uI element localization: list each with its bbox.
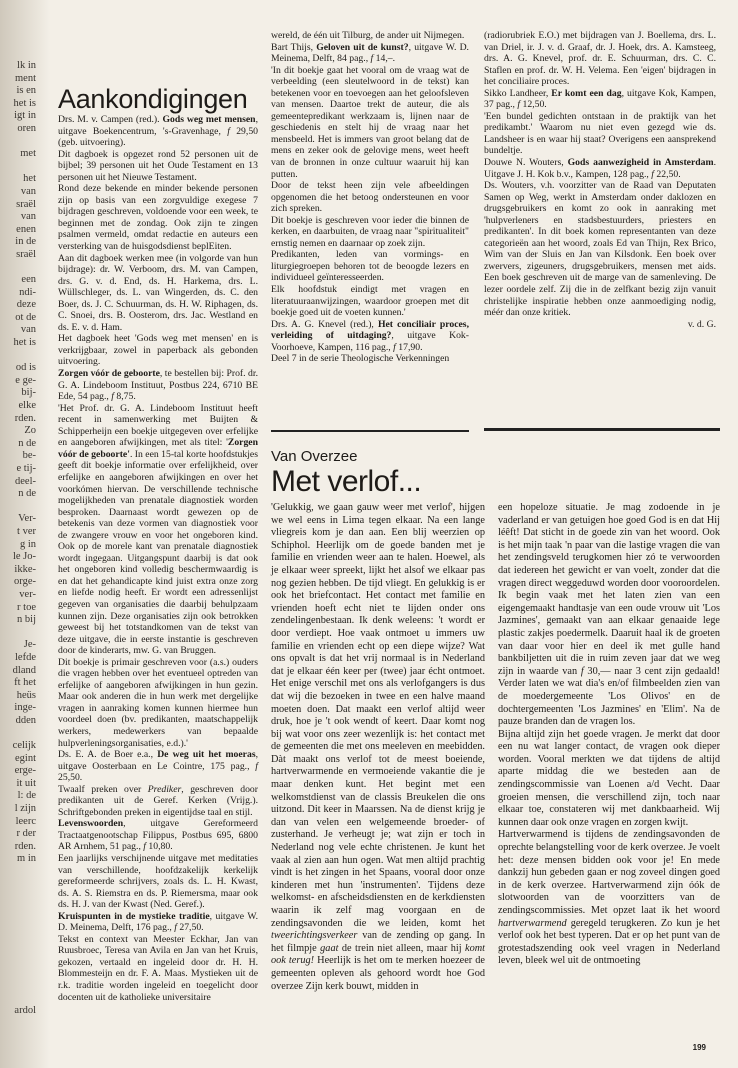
previous-page-fragment: ndi- [19, 286, 36, 298]
announcement-paragraph: Dit boekje is geschreven voor ieder die binnen de kerken, en daarbuiten, de vraag naar "spiritualiteit" ernstig nemen en daarnaar op zoek zijn. [271, 214, 469, 249]
announcement-paragraph: 'In dit boekje gaat het vooral om de vraag wat de verbeelding (een sleutelwoord in de tekst) kan betekenen voor en toevoegen aan het geloofsleven van mensen. Daartoe trekt de auteur, die als gemeentepredikant werkzaam is, lijnen naar de geschiedenis en stelt hij de vraag naar het mensbeeld. Het is immers van groot belang dat de mens en zeker ook de gelovige mens, weet heeft van de bronnen in onze cultuur waaruit hij kan putten. [271, 64, 469, 180]
previous-page-fragment: e ge- [15, 374, 36, 386]
article-header [271, 448, 691, 498]
previous-page-fragment: sraël [16, 198, 36, 210]
previous-page-fragment [0, 501, 36, 514]
page-title: Aankondigingen [58, 84, 248, 114]
announcement-paragraph: Rond deze bekende en minder bekende personen zijn op basis van een zorgvuldige exegese 7 bijdragen geschreven, voldoende voor een week, te beginnen met de zondag. Ook zijn te zingen psalmen vermeld, omdat redactie en auteurs een versterking van de huisgodsdienst beplEiten. [58, 183, 258, 253]
announcement-paragraph: Een jaarlijks verschijnende uitgave met meditaties van verschillende, hoofdzakelijk kerkelijk gereformeerde schrijvers, zoals ds. L. H. Kwast, ds. A. S. Riemstra en ds. P. Riemersma, maar ook ds. H. J. van der Kwast (Ned. Geref.). [58, 853, 258, 911]
previous-page-fragment: g in [19, 538, 36, 550]
previous-page-fragment [0, 627, 36, 640]
previous-page-fragment: l: de [17, 790, 36, 802]
announcement-paragraph: Het dagboek heet 'Gods weg met mensen' en is verkrijgbaar, zowel in paperback als gebonden uitvoering. [58, 333, 258, 368]
previous-page-fragment: ft het [14, 677, 36, 689]
article-kicker: Van Overzee [271, 448, 358, 465]
previous-page-fragment [0, 879, 36, 892]
previous-page-edge [0, 60, 36, 1017]
previous-page-fragment: sraël [16, 248, 36, 260]
announcement-paragraph: wereld, de één uit Tilburg, de ander uit Nijmegen. [271, 30, 465, 41]
previous-page-fragment: it uit [16, 777, 36, 789]
announcement-paragraph: Ds. Wouters, v.h. voorzitter van de Raad van Deputaten Samen op Weg, werkt in Amsterdam onder daklozen en drugsgebruikers en komt zo ook in aanraking met 'hulpverleners en stadsbestuurders, priesters en predikanten'. In dit boek komen representanten van deze categorieën aan het woord, zoals Ed van Thijn, Rex Brico, Wim van der Sluis en Jan van Kilsdonk. Een boek over zwervers, zigeuners, drugsgebruikers, mensen met aids. Een boek geschreven uit de marge van de samenleving. De lezer oordele zelf. Zij die in de zelfkant bezig zijn vanuit christelijke inspiratie hebben onze aanmoediging nodig, méér dan onze kritiek. [484, 180, 716, 319]
previous-page-fragment [0, 161, 36, 174]
previous-page-fragment: celijk [12, 740, 36, 752]
previous-page-fragment: deel- [15, 475, 36, 487]
previous-page-fragment: inge- [14, 702, 36, 714]
previous-page-fragment: n de [18, 488, 36, 500]
previous-page-fragment [0, 262, 36, 275]
announcement-paragraph: Twaalf preken over Prediker, geschreven door predikanten uit de Geref. Kerken (Vrijg.). Schriftgebonden preken in eigentijdse taal en stijl. [58, 783, 258, 818]
previous-page-fragment: van [20, 211, 36, 223]
page-number: 199 [692, 1043, 706, 1052]
previous-page-fragment: m in [17, 853, 36, 865]
announcements-column-2 [271, 30, 469, 365]
previous-page-fragment: leerc [15, 815, 36, 827]
previous-page-fragment [0, 904, 36, 917]
previous-page-fragment [0, 916, 36, 929]
previous-page-fragment: dland [12, 664, 36, 676]
previous-page-fragment: met [20, 148, 36, 160]
article-paragraph: een hopeloze situatie. Je mag zodoende in je vaderland er van getuigen hoe goed God is en dat Hij léêft! Dat sticht in de goede zin van het woord. Ook is het mijn taak 'n paar van die lastige vragen die van het zendingsveld terugkomen hier zó te verwoorden dat iedereen het gewicht er van voelt, zonder dat die vragen direct weggeduwd worden door vooroordelen. Ik begin vaak met het laten zien van een eigengemaakt handtasje van een oude vrouw uit 'Los Jazmines', gemaakt van aan elkaar genaaide lege plastic zakjes poedermelk. Daaruit haal ik de groeten van daar voor hier en deel ik met gulle hand bankbiljetten uit die in ruim zeven jaar dat we weg zijn in waarde van f 30,— naar 3 cent zijn gedaald! Verder laten we wat dia's en/of filmbeelden zien van de moedergemeente 'Los Olivos' en de dochtergemeenten 'Los Jazmines' en 'Elim'. Na de pauze branden dan de vragen los. [498, 502, 721, 728]
previous-page-fragment: van [20, 324, 36, 336]
announcements-col2-body [271, 30, 469, 365]
announcement-paragraph: Elk hoofdstuk eindigt met vragen en literatuuraanwijzingen, waardoor groepen met dit boekje goed uit de voeten kunnen.' [271, 284, 469, 319]
announcements-column-1 [58, 84, 258, 1003]
previous-page-fragment: ikke- [14, 563, 36, 575]
previous-page-fragment [0, 727, 36, 740]
previous-page-fragment: ver- [19, 588, 36, 600]
previous-page-fragment: n de [18, 437, 36, 449]
previous-page-fragment: oren [17, 122, 36, 134]
previous-page-fragment: egint [15, 752, 36, 764]
previous-page-fragment: n bij [17, 614, 36, 626]
previous-page-fragment: in de [15, 236, 36, 248]
previous-page-fragment: rden. [14, 412, 36, 424]
announcement-paragraph: Drs. M. v. Campen (red.). Gods weg met mensen, uitgave Boekencentrum, 's-Gravenhage, f 29,50 (geb. uitvoering). [58, 114, 259, 149]
previous-page-fragment [0, 992, 36, 1005]
announcements-signature: v. d. G. [687, 318, 716, 330]
previous-page-fragment: igt in [14, 110, 36, 122]
announcement-paragraph: Bart Thijs, Geloven uit de kunst?, uitgave W. D. Meinema, Delft, 84 pag., f 14,–. [271, 41, 469, 65]
previous-page-fragment: Zo [24, 425, 36, 437]
previous-page-fragment [0, 929, 36, 942]
previous-page-fragment: od is [15, 362, 36, 374]
announcement-paragraph: Ds. E. A. de Boer e.a., De weg uit het moeras, uitgave Oosterbaan en Le Cointre, 175 pag., f 25,50. [58, 749, 259, 784]
announcements-column-3 [484, 30, 716, 330]
announcement-paragraph: Aan dit dagboek werken mee (in volgorde van hun bijdrage): dr. W. Verboom, drs. M. van Campen, drs. G. v. d. End, ds. H. Harkema, drs. L. Wüllschleger, ds. L. van Wingerden, ds. C. den Boer, ds. J. C. Schuurman, ds. H. W. Riphagen, ds. C. Snoei, drs. B. Oosterom, drs. Jac. Westland en ds. E. v. d. Ham. [58, 252, 258, 333]
announcement-paragraph: Zorgen vóór de geboorte, te bestellen bij: Prof. dr. G. A. Lindeboom Instituut, Postbus 224, 6710 BE Ede, 54 pag., f 8,75. [58, 368, 258, 403]
previous-page-fragment: l zijn [14, 803, 36, 815]
magazine-page [52, 30, 724, 1050]
announcements-col3-body [484, 30, 716, 319]
announcement-paragraph: Tekst en context van Meester Eckhar, Jan van Ruusbroec, Teresa van Avila en Jan van het Kruis, gekozen, vertaald en ingeleid door dr. H. H. Blommesteijn en dr. F. A. Maas. Mystieken uit de r.k. traditie worden ingeleid en toegelicht door docenten uit de katholieke universitaire [58, 933, 258, 1003]
previous-page-fragment: van [20, 185, 36, 197]
previous-page-fragment: lefde [15, 651, 36, 663]
previous-page-fragment: r der [16, 828, 36, 840]
previous-page-fragment [0, 136, 36, 149]
previous-page-fragment [0, 891, 36, 904]
previous-page-fragment [0, 942, 36, 955]
previous-page-fragment: een [21, 274, 36, 286]
announcement-paragraph: Door de tekst heen zijn vele afbeeldingen opgenomen die het betoog ondersteunen en voor zich spreken. [271, 180, 469, 215]
previous-page-fragment [0, 967, 36, 980]
previous-page-fragment [0, 866, 36, 879]
section-divider-mid [271, 430, 469, 432]
previous-page-fragment: ment [15, 72, 36, 84]
article-title: Met verlof... [271, 465, 422, 498]
article-column-left [271, 502, 485, 993]
announcement-paragraph: Levenswoorden, uitgave Gereformeerd Tractaatgenootschap Filippus, Postbus 695, 6800 AR Arnhem, 51 pag., f 10,80. [58, 818, 258, 853]
previous-page-fragment: ot de [15, 311, 36, 323]
previous-page-fragment: r toe [17, 601, 36, 613]
previous-page-fragment: dden [15, 714, 36, 726]
previous-page-fragment: elke [18, 400, 36, 412]
announcements-col1-body [58, 114, 258, 1003]
previous-page-fragment: le Jo- [12, 551, 36, 563]
previous-page-fragment [0, 350, 36, 363]
previous-page-fragment: Je- [23, 639, 36, 651]
previous-page-fragment [0, 954, 36, 967]
announcement-paragraph: Sikko Landheer, Er komt een dag, uitgave Kok, Kampen, 37 pag., f 12,50. [484, 87, 716, 111]
previous-page-fragment: het [23, 173, 36, 185]
announcement-paragraph: Dit boekje is primair geschreven voor (a.s.) ouders die vragen hebben over het eventueel optreden van erfelijke of aangeboren afwijkingen in hun gezin. Maar ook anderen die in hun werk met dergelijke vragen in aanraking komen kunnen hiermee hun voordeel doen (bv. predikanten, maatschappelijk werkers, medewerkers van bepaalde hulpverleningsorganisaties, e.d.).' [58, 656, 258, 749]
previous-page-fragment: t ver [17, 525, 36, 537]
previous-page-fragment [0, 979, 36, 992]
announcement-paragraph: 'Het Prof. dr. G. A. Lindeboom Instituut heeft recent in samenwerking met Buijten & Schipperheijn een boekje uitgegeven over erfelijke en aangeboren afwijkingen, met als titel: 'Zorgen vóór de geboorte'. In een 15-tal korte hoofdstukjes geeft dit boekje informatie over erfelijkheid, over erfelijke en aangeboren afwijkingen en over het voorkómen hiervan. De verschillende technische mogelijkheden van prenatale diagnostiek worden besproken. Daarnaast wordt gewezen op de betekenis van deze vormen van diagnostiek voor de zwangere vrouw en voor het ongeboren kind. Ook op de morele kant van prenatale diagnostiek wordt ingegaan. Uitgangspunt daarbij is dat ook het ongeboren kind volledig beschermwaardig is en dat het gehandicapte kind juist extra onze zorg en liefde nodig heeft. Er wordt een adressenlijst gegeven van organisaties die daarbij behulpzaam kunnen zijn. Deze organisaties zijn ook betrokken geweest bij het totstandkomen van de tekst van deze uitgave, die in eerste instantie is geschreven door de kinderarts, mw. G. van Bruggen. [58, 402, 258, 657]
previous-page-fragment: rden. [14, 840, 36, 852]
announcement-paragraph: 'Een bundel gedichten ontstaan in de praktijk van het predikambt.' Waarom nu niet even gezegd wie ds. Landsheer is en waar hij staat? Overigens een aansprekend bundeltje. [484, 110, 716, 157]
previous-page-fragment: Ver- [18, 513, 36, 525]
previous-page-fragment: enen [16, 223, 36, 235]
article-paragraph: Hartverwarmend is tijdens de zendingsavonden de oprechte belangstelling voor de kerk overzee. Je voelt het: deze mensen bidden ook voor je! En mede dankzij hun gebeden gaan er nog zoveel dingen goed in de kerk overzee. Hartverwarmend zijn óók de slotwoorden van de voorzitters van de zendingscommissies. Met opzet laat ik het woord hartverwarmend geregeld terugkeren. Zo kun je het verlof ook het best typeren. Dat er op het punt van de grotestadszending ook veel vragen in Nederland leven, bleek wel uit de ontmoeting [498, 829, 720, 967]
previous-page-fragment: be- [22, 450, 36, 462]
previous-page-fragment: heüs [16, 689, 36, 701]
previous-page-fragment: bij- [21, 387, 36, 399]
article-column-right [498, 502, 720, 968]
previous-page-fragment: orge- [14, 576, 36, 588]
announcement-paragraph: Dit dagboek is opgezet rond 52 personen uit de bijbel; 39 personen uit het Oude Testament en 13 personen uit het Nieuwe Testament. [58, 148, 258, 183]
announcement-paragraph: Predikanten, leden van vormings- en liturgiegroepen behoren tot de beoogde lezers en individueel geïnteresseerden. [271, 249, 469, 284]
announcement-paragraph: Deel 7 in de serie Theologische Verkenningen [271, 353, 450, 365]
previous-page-fragment: deze [16, 299, 36, 311]
announcement-paragraph: Douwe N. Wouters, Gods aanwezigheid in Amsterdam. Uitgave J. H. Kok b.v., Kampen, 128 pag., f 22,50. [484, 157, 716, 180]
previous-page-fragment: het is [13, 97, 36, 109]
previous-page-fragment: erge- [14, 765, 36, 777]
previous-page-fragment: ardol [14, 1004, 36, 1016]
previous-page-fragment: is en [16, 85, 36, 97]
article-paragraph: 'Gelukkig, we gaan gauw weer met verlof', hijgen we wel eens in Lima tegen elkaar. Na een lange vliegreis kom je dan aan. Een blij weerzien op Schiphol. Heerlijk om de goede banden met je familie en vrienden weer aan te halen. Hoewel, als je elkaar weer spreekt, lijkt het alsof we elkaar pas nog gezien hebben. De tijd vliegt. En gelukkig is er ook het briefcontact. Het contact met familie en vrienden hoeft echt niet te lijden onder ons zendelingenbestaan. Ik denk weleens: 't wordt er door verdiept. Hoe vaak ontmoet u immers uw familie en vrienden echt op een diepe wijze? Wat ons opvalt is dat het vrij normaal is in Nederland dat je elkaar één keer per (twee) jaar écht ontmoet. Het enige verschil met ons als verlofgangers is dus dat wij die bezoeken in twee en een halve maand moeten doen. Dat maakt een verlof altijd weer druk, hoe je 't ook wendt of keert. Daar komt nog bij wat voor ons zeer wezenlijk is: het contact met de gemeenten die met ons meeleven en meebidden. Dàt maakt ons verlof tot de meest boeiende, hartverwarmende en vermoeiende vakantie die je maar denken kunt. Het begint met een welkomstdienst van de classis Breukelen die ons uitzond. Dit keer in Maarssen. Na de dienst krijg je dan van velen een welgemeende broeder- of zusterhand. Je verheugt je; wat zijn er toch in Nederland nog vele echte christenen. Je kunt het vaak al zien aan hun ogen. Wat men altijd prachtig vindt is het zingen in het Spaans, vooral door onze kinderen met hun 'instrumenten'. Tijdens deze welkomst- en afscheidsdiensten en de kerkdiensten waarin ik zelf mag voorgaan en de zendingsavonden die we leiden, komt het tweerichtingsverkeer van de zending op gang. In het filmpje gaat de trein niet alleen, maar hij komt ook terug! Heerlijk is het om te merken hoezeer de gemeenten opleven als gehoord wordt hoe God overzee Zijn kerk bouwt, midden in [271, 502, 486, 992]
announcement-paragraph: (radiorubriek E.O.) met bijdragen van J. Boellema, drs. L. van Driel, ir. J. v. d. Graaf, dr. J. Hoek, drs. A. Kamsteeg, drs. A. G. Knevel, prof. dr. E. Schuurman, drs. C. C. Staflen en prof. dr. W. H. Velema. Een 'eigen' bijdragen in het conciliaire proces. [484, 30, 716, 88]
announcement-paragraph: Drs. A. G. Knevel (red.), Het conciliair proces, verleiding of uitdaging?, uitgave Kok-Voorhoeve, Kampen, 116 pag., f 17,90. [271, 318, 469, 353]
previous-page-fragment: het is [13, 337, 36, 349]
article-paragraph: Bijna altijd zijn het goede vragen. Je merkt dat door een nu wat langer contact, de vragen ook dieper worden. Vooral merkten we dat tijdens de altijd aparte middag die we besteden aan de zendingscommissie van Loenen a/d Vecht. Daar groeien mensen, die verschillend zijn, toch naar elkaar toe, constateren wij met dankbaarheid. Wij kunnen daar ook onze vragen en zorgen kwijt. [498, 728, 720, 828]
previous-page-fragment: e tij- [16, 463, 36, 474]
section-divider-right [484, 428, 720, 431]
previous-page-fragment: lk in [17, 60, 36, 71]
announcement-paragraph: Kruispunten in de mystieke traditie, uitgave W. D. Meinema, Delft, 176 pag., f 27,50. [58, 910, 258, 934]
